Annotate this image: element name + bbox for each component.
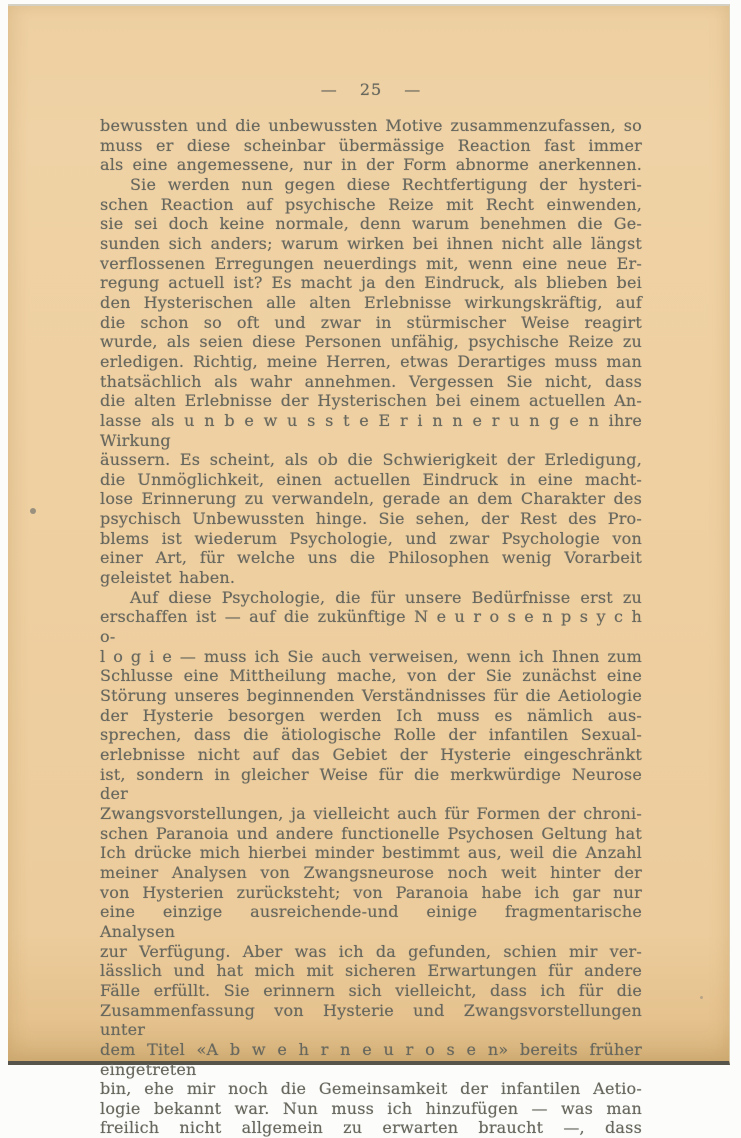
- paragraph: [100, 588, 642, 1138]
- text-line: den Hysterischen alle alten Erlebnisse wirkungskräftig, auf: [100, 292, 642, 312]
- text-line: ist, sondern in gleicher Weise für die merkwürdige Neurose der: [100, 764, 642, 804]
- text-line: als eine angemessene, nur in der Form abnorme anerkennen.: [100, 155, 642, 175]
- text-line: Schlusse eine Mittheilung mache, von der Sie zunächst eine: [100, 666, 642, 686]
- text-line: bin, ehe mir noch die Gemeinsamkeit der infantilen Aetio-: [100, 1079, 642, 1099]
- page-header: [100, 80, 642, 99]
- text-line: l o g i e — muss ich Sie auch verweisen, wenn ich Ihnen zum: [100, 646, 642, 666]
- text-line: die Unmöglichkeit, einen actuellen Eindruck in eine macht-: [100, 469, 642, 489]
- text-line: lässlich und hat mich mit sicheren Erwartungen für andere: [100, 961, 642, 981]
- text-line: lasse als u n b e w u s s t e E r i n n e r u n g e n ihre Wirkung: [100, 410, 642, 450]
- text-line: erledigen. Richtig, meine Herren, etwas Derartiges muss man: [100, 351, 642, 371]
- text-line: verflossenen Erregungen neuerdings mit, wenn eine neue Er-: [100, 253, 642, 273]
- ink-speck: [700, 996, 703, 999]
- paragraph: [100, 116, 642, 175]
- text-line: freilich nicht allgemein zu erwarten braucht —, dass: [100, 1118, 642, 1138]
- text-line: logie bekannt war. Nun muss ich hinzufügen — was man: [100, 1098, 642, 1118]
- text-line: schen Reaction auf psychische Reize mit Recht einwenden,: [100, 194, 642, 214]
- page-number: — 25 —: [320, 80, 422, 99]
- text-line: Störung unseres beginnenden Verständnisses für die Aetiologie: [100, 686, 642, 706]
- ink-speck: [30, 508, 36, 514]
- text-line: regung actuell ist? Es macht ja den Eindruck, als blieben bei: [100, 273, 642, 293]
- text-line: von Hysterien zurücksteht; von Paranoia habe ich gar nur: [100, 882, 642, 902]
- text-line: Auf diese Psychologie, die für unsere Bedürfnisse erst zu: [130, 587, 642, 607]
- paragraph: [100, 175, 642, 588]
- text-line: meiner Analysen von Zwangsneurose noch weit hinter der: [100, 862, 642, 882]
- text-line: sunden sich anders; warum wirken bei ihnen nicht alle längst: [100, 233, 642, 253]
- text-line: Ich drücke mich hierbei minder bestimmt aus, weil die Anzahl: [100, 843, 642, 863]
- text-line: einer Art, für welche uns die Philosophen wenig Vorarbeit: [100, 548, 642, 568]
- text-line: sprechen, dass die ätiologische Rolle der infantilen Sexual-: [100, 725, 642, 745]
- text-line: wurde, als seien diese Personen unfähig, psychische Reize zu: [100, 332, 642, 352]
- text-line: die alten Erlebnisse der Hysterischen bei einem actuellen An-: [100, 391, 642, 411]
- text-line: Fälle erfüllt. Sie erinnern sich vielleicht, dass ich für die: [100, 980, 642, 1000]
- text-line: muss er diese scheinbar übermässige Reaction fast immer: [100, 135, 642, 155]
- text-line: der Hysterie besorgen werden Ich muss es nämlich aus-: [100, 705, 642, 725]
- text-line: dem Titel «A b w e h r n e u r o s e n» bereits früher eingetreten: [100, 1039, 642, 1079]
- text-line: eine einzige ausreichende-und einige fragmentarische Analysen: [100, 902, 642, 941]
- text-line: blems ist wiederum Psychologie, und zwar Psychologie von: [100, 528, 642, 548]
- text-line: Zusammenfassung von Hysterie und Zwangsvorstellungen unter: [100, 1000, 642, 1040]
- text-line: äussern. Es scheint, als ob die Schwierigkeit der Erledigung,: [100, 450, 642, 470]
- text-line: zur Verfügung. Aber was ich da gefunden, schien mir ver-: [100, 941, 642, 961]
- text-line: psychisch Unbewussten hinge. Sie sehen, der Rest des Pro-: [100, 509, 642, 529]
- text-line: Zwangsvorstellungen, ja vielleicht auch für Formen der chroni-: [100, 803, 642, 823]
- text-line: geleistet haben.: [100, 568, 236, 588]
- text-line: sie sei doch keine normale, denn warum benehmen die Ge-: [100, 214, 642, 234]
- text-line: die schon so oft und zwar in stürmischer Weise reagirt: [100, 312, 642, 332]
- scanned-page: [8, 4, 730, 1138]
- text-line: Sie werden nun gegen diese Rechtfertigung der hysteri-: [130, 174, 642, 194]
- text-line: thatsächlich als wahr annehmen. Vergessen Sie nicht, dass: [100, 371, 642, 391]
- text-line: erschaffen ist — auf die zukünftige N e u r o s e n p s y c h o-: [100, 607, 642, 647]
- text-line: lose Erinnerung zu verwandeln, gerade an dem Charakter des: [100, 489, 642, 509]
- text-line: bewussten und die unbewussten Motive zusammenzufassen, so: [100, 116, 642, 135]
- text-line: erlebnisse nicht auf das Gebiet der Hysterie eingeschränkt: [100, 745, 642, 764]
- text-block: [100, 116, 642, 1138]
- text-line: schen Paranoia und andere functionelle Psychosen Geltung hat: [100, 823, 642, 843]
